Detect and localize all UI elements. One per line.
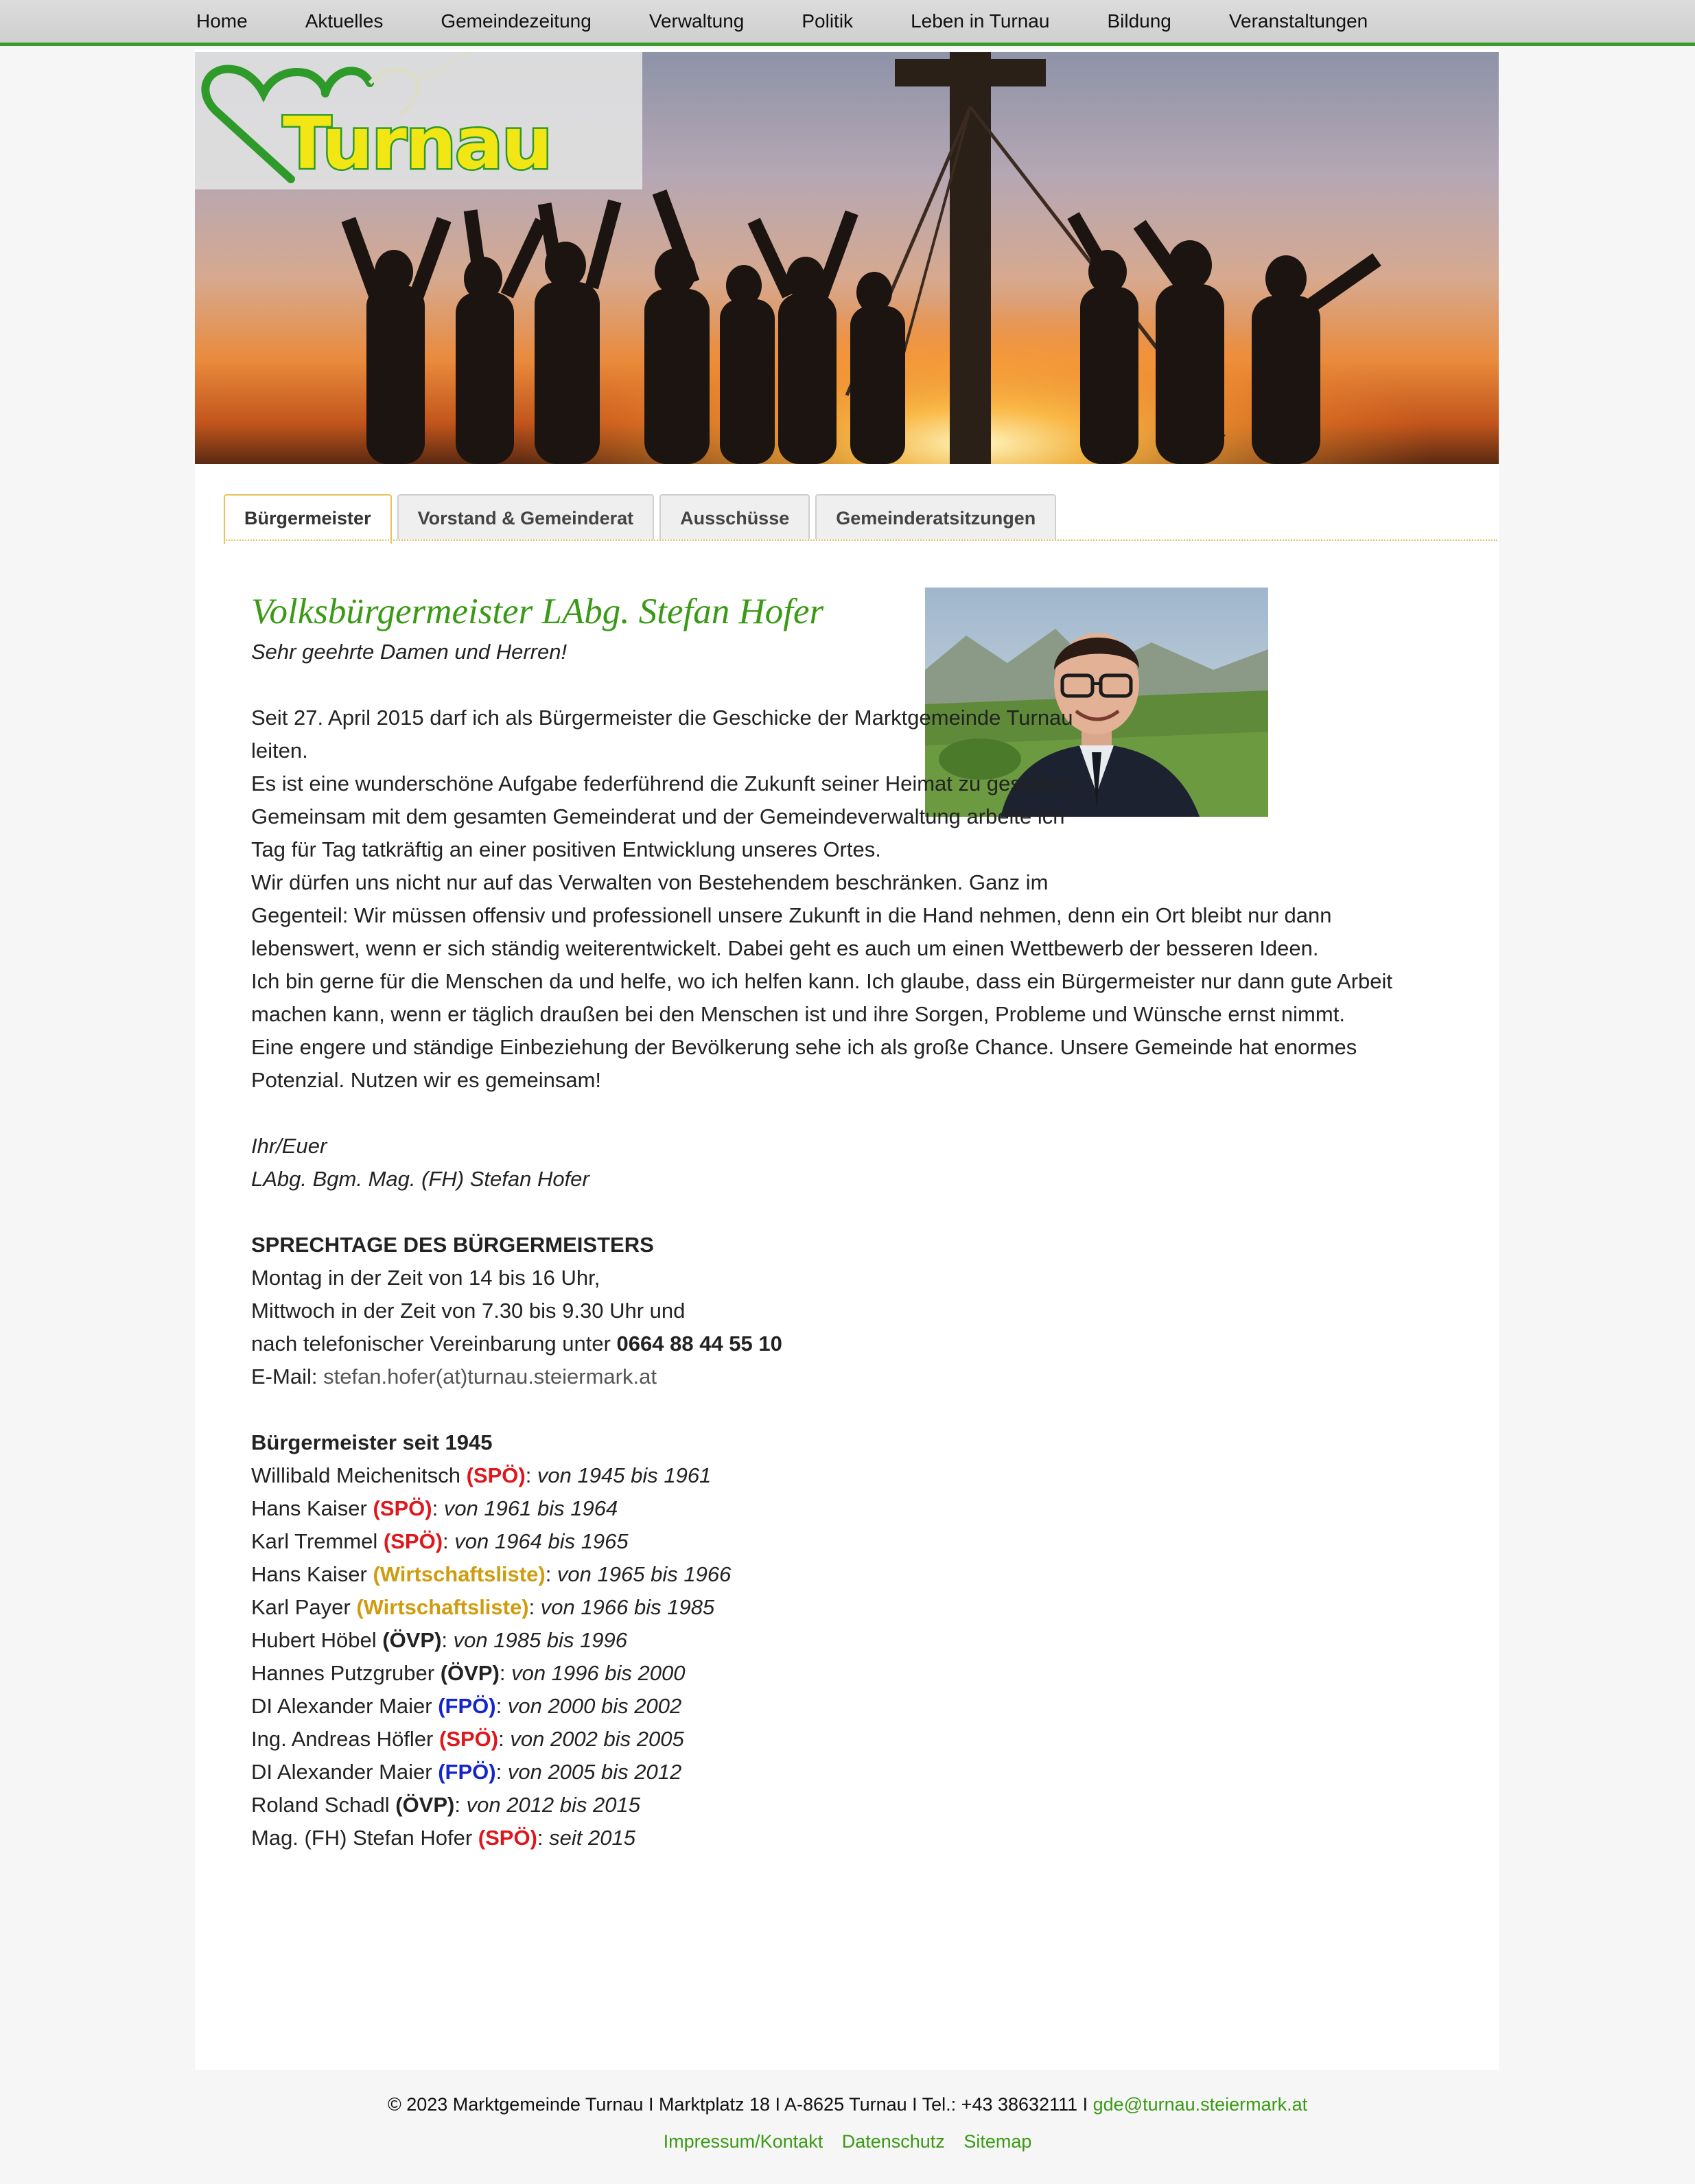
nav-item-politik[interactable]: Politik (802, 10, 854, 32)
intro-line: Wir dürfen uns nicht nur auf das Verwalten von Bestehendem beschränken. Ganz im (251, 870, 1049, 894)
mayor-list-item: Karl Tremmel (SPÖ): von 1964 bis 1965 (251, 1529, 629, 1553)
intro-line: Gegenteil: Wir müssen offensiv und professionell unsere Zukunft in die Hand nehmen, denn ein Ort bleibt nur dann (251, 903, 1332, 927)
nav-item-gemeindezeitung[interactable]: Gemeindezeitung (441, 10, 592, 32)
mayor-list-item: DI Alexander Maier (FPÖ): von 2005 bis 2012 (251, 1760, 682, 1784)
mayor-period: von 1964 bis 1965 (454, 1529, 629, 1553)
mayor-party: (FPÖ) (438, 1694, 496, 1718)
mayor-name: Hans Kaiser (251, 1562, 373, 1586)
intro-line: leiten. (251, 739, 308, 763)
mayor-party: (ÖVP) (440, 1661, 500, 1685)
mayor-email-link[interactable]: stefan.hofer(at)turnau.steiermark.at (323, 1364, 657, 1389)
mayor-list-item: Hannes Putzgruber (ÖVP): von 1996 bis 2000 (251, 1661, 686, 1685)
tab-buergermeister[interactable]: Bürgermeister (224, 494, 392, 544)
mayor-party: (SPÖ) (373, 1496, 432, 1520)
email-label: E-Mail: (251, 1364, 324, 1389)
mayor-name: Mag. (FH) Stefan Hofer (251, 1826, 478, 1850)
footer-links (0, 2125, 1695, 2158)
mayor-party: (SPÖ) (466, 1463, 526, 1487)
intro-line: Potenzial. Nutzen wir es gemeinsam! (251, 1068, 602, 1092)
mayor-party: (ÖVP) (382, 1628, 442, 1652)
mayor-name: DI Alexander Maier (251, 1760, 439, 1784)
tab-divider (224, 539, 1497, 541)
intro-line: Tag für Tag tatkräftig an einer positiven Entwicklung unseres Ortes. (251, 837, 881, 861)
office-hours-wednesday: Mittwoch in der Zeit von 7.30 bis 9.30 Uhr und (251, 1299, 686, 1323)
signature-name: LAbg. Bgm. Mag. (FH) Stefan Hofer (251, 1167, 589, 1191)
mayors-history-heading: Bürgermeister seit 1945 (251, 1430, 493, 1454)
office-phone-prefix: nach telefonischer Vereinbarung unter (251, 1332, 617, 1356)
top-navigation (0, 0, 1695, 46)
tab-bar (224, 494, 1062, 539)
mayor-period: von 2000 bis 2002 (507, 1694, 682, 1718)
header-banner (195, 52, 1499, 464)
nav-item-verwaltung[interactable]: Verwaltung (648, 10, 745, 32)
mayor-party: (Wirtschaftsliste) (373, 1562, 546, 1586)
office-hours-heading: SPRECHTAGE DES BÜRGERMEISTERS (251, 1233, 654, 1257)
mayor-party: (SPÖ) (439, 1727, 499, 1751)
nav-item-aktuelles[interactable]: Aktuelles (305, 10, 384, 32)
mayor-list-item: DI Alexander Maier (FPÖ): von 2000 bis 2002 (251, 1694, 682, 1718)
footer-address: © 2023 Marktgemeinde Turnau I Marktplatz 18 I A-8625 Turnau I Tel.: +43 38632111 I (387, 2094, 1093, 2115)
nav-item-leben-in-turnau[interactable]: Leben in Turnau (911, 10, 1050, 32)
mayor-period: von 2012 bis 2015 (466, 1793, 640, 1817)
mayor-name: Karl Tremmel (251, 1529, 384, 1553)
intro-line: Es ist eine wunderschöne Aufgabe federführend die Zukunft seiner Heimat zu gestalten. (251, 771, 1079, 795)
nav-item-veranstaltungen[interactable]: Veranstaltungen (1228, 10, 1368, 32)
mayor-party: (SPÖ) (383, 1529, 443, 1553)
mayor-list-item: Karl Payer (Wirtschaftsliste): von 1966 bis 1985 (251, 1595, 715, 1619)
mayor-party: (FPÖ) (438, 1760, 496, 1784)
logo-text: Turnau (283, 102, 552, 185)
main-content (251, 588, 1459, 1855)
mayor-name: Hans Kaiser (251, 1496, 373, 1520)
footer-link-datenschutz[interactable]: Datenschutz (841, 2131, 945, 2152)
mayor-list-item: Ing. Andreas Höfler (SPÖ): von 2002 bis 2005 (251, 1727, 684, 1751)
mayor-name: Hannes Putzgruber (251, 1661, 441, 1685)
intro-text (251, 701, 1459, 1097)
office-email (251, 1360, 1459, 1393)
intro-line: Gemeinsam mit dem gesamten Gemeinderat und der Gemeindeverwaltung arbeite ich (251, 804, 1065, 828)
mayor-list-item: Hans Kaiser (SPÖ): von 1961 bis 1964 (251, 1496, 618, 1520)
mayor-name: Ing. Andreas Höfler (251, 1727, 439, 1751)
mayors-list (251, 1459, 1459, 1855)
mayor-period: von 2002 bis 2005 (510, 1727, 684, 1751)
footer (0, 2088, 1695, 2158)
mayor-period: von 2005 bis 2012 (507, 1760, 682, 1784)
footer-link-sitemap[interactable]: Sitemap (963, 2131, 1032, 2152)
mayor-name: Roland Schadl (251, 1793, 396, 1817)
mayor-list-item: Hubert Höbel (ÖVP): von 1985 bis 1996 (251, 1628, 628, 1652)
intro-line: Seit 27. April 2015 darf ich als Bürgermeister die Geschicke der Marktgemeinde Turnau (251, 706, 1073, 730)
mayor-period: von 1945 bis 1961 (537, 1463, 712, 1487)
office-hours-phone (251, 1327, 1459, 1360)
mayor-name: DI Alexander Maier (251, 1694, 439, 1718)
footer-link-impressum[interactable]: Impressum/Kontakt (663, 2131, 823, 2152)
nav-item-bildung[interactable]: Bildung (1107, 10, 1171, 32)
mayor-period: von 1966 bis 1985 (540, 1595, 715, 1619)
mayor-period: von 1985 bis 1996 (453, 1628, 628, 1652)
mayor-period: von 1961 bis 1964 (443, 1496, 618, 1520)
mayor-period: von 1996 bis 2000 (511, 1661, 686, 1685)
logo-area[interactable] (195, 52, 642, 189)
mayor-period: von 1965 bis 1966 (557, 1562, 732, 1586)
mayor-period: seit 2015 (549, 1826, 635, 1850)
mayor-list-item: Willibald Meichenitsch (SPÖ): von 1945 bis 1961 (251, 1463, 712, 1487)
mayor-list-item: Mag. (FH) Stefan Hofer (SPÖ): seit 2015 (251, 1826, 635, 1850)
nav-item-home[interactable]: Home (196, 10, 248, 32)
signature-salutation: Ihr/Euer (251, 1134, 327, 1158)
nav-menu (196, 0, 1368, 43)
greeting: Sehr geehrte Damen und Herren! (251, 640, 568, 664)
intro-line: machen kann, wenn er täglich draußen bei den Menschen ist und ihre Sorgen, Probleme und Wünsche ernst nimmt. (251, 1002, 1345, 1026)
footer-email-link[interactable]: gde@turnau.steiermark.at (1092, 2094, 1308, 2115)
mayor-party: (ÖVP) (395, 1793, 455, 1817)
page-title: Volksbürgermeister LAbg. Stefan Hofer (251, 592, 824, 631)
tab-gemeinderatsitzungen[interactable]: Gemeinderatsitzungen (815, 494, 1056, 539)
office-phone-number: 0664 88 44 55 10 (616, 1332, 782, 1356)
mayor-name: Hubert Höbel (251, 1628, 383, 1652)
office-hours-monday: Montag in der Zeit von 14 bis 16 Uhr, (251, 1266, 600, 1290)
mayor-party: (SPÖ) (478, 1826, 537, 1850)
mayor-list-item: Roland Schadl (ÖVP): von 2012 bis 2015 (251, 1793, 640, 1817)
intro-line: lebenswert, wenn er sich ständig weiterentwickelt. Dabei geht es auch um einen Wettbewerb der besseren Ideen. (251, 936, 1319, 960)
mayor-list-item: Hans Kaiser (Wirtschaftsliste): von 1965 bis 1966 (251, 1562, 732, 1586)
footer-address-line (0, 2088, 1695, 2121)
intro-line: Ich bin gerne für die Menschen da und helfe, wo ich helfen kann. Ich glaube, dass ein Bürgermeister nur dann gute Arbeit (251, 969, 1392, 993)
mayor-name: Willibald Meichenitsch (251, 1463, 467, 1487)
tab-vorstand-gemeinderat[interactable]: Vorstand & Gemeinderat (397, 494, 655, 539)
mayor-name: Karl Payer (251, 1595, 357, 1619)
intro-line: Eine engere und ständige Einbeziehung der Bevölkerung sehe ich als große Chance. Unsere Gemeinde hat enormes (251, 1035, 1357, 1059)
mayor-party: (Wirtschaftsliste) (356, 1595, 529, 1619)
tab-ausschuesse[interactable]: Ausschüsse (659, 494, 810, 539)
